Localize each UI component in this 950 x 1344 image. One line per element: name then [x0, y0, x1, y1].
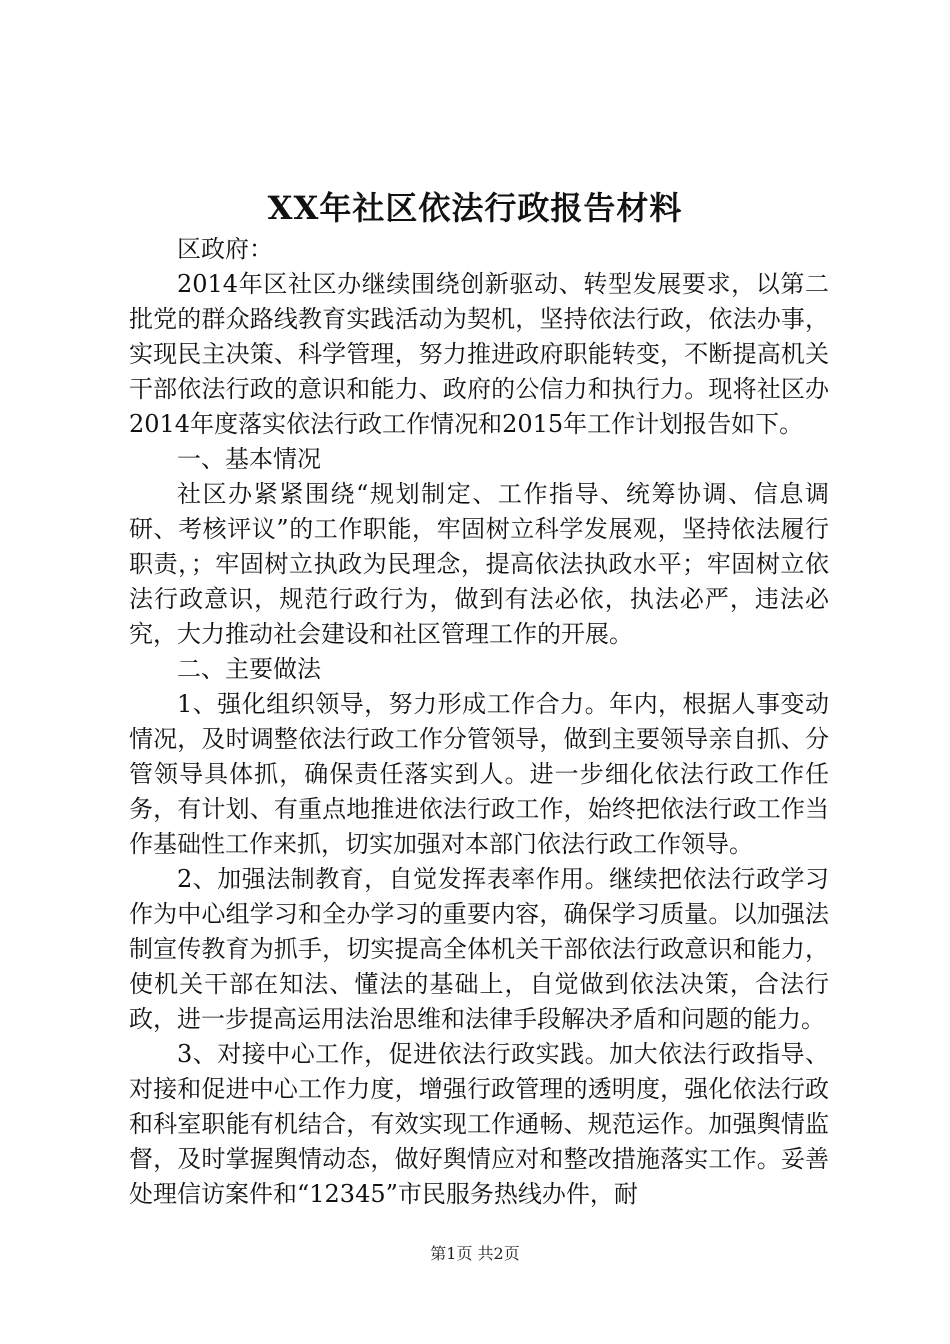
section-heading-methods: 二、主要做法 [177, 655, 321, 683]
method-paragraph-2: 2、加强法制教育，自觉发挥表率作用。继续把依法行政学习作为中心组学习和全办学习的重要内容，确保学习质量。以加强法制宣传教育为抓手，切实提高全体机关干部依法行政意识和能力，使机关干部在知法、懂法的基础上，自觉做到依法决策，合法行政，进一步提高运用法治思维和法律手段解决矛盾和问题的能力。 [129, 865, 829, 1033]
salutation: 区政府： [177, 235, 273, 263]
basic-paragraph: 社区办紧紧围绕“规划制定、工作指导、统筹协调、信息调研、考核评议”的工作职能，牢固树立科学发展观，坚持依法履行职责，；牢固树立执政为民理念，提高依法执政水平；牢固树立依法行政意识，规范行政行为，做到有法必依，执法必严，违法必究，大力推动社会建设和社区管理工作的开展。 [129, 480, 829, 648]
method-paragraph-3: 3、对接中心工作，促进依法行政实践。加大依法行政指导、对接和促进中心工作力度，增强行政管理的透明度，强化依法行政和科室职能有机结合，有效实现工作通畅、规范运作。加强舆情监督，及时掌握舆情动态，做好舆情应对和整改措施落实工作。妥善处理信访案件和“12345”市民服务热线办件，耐 [129, 1040, 829, 1208]
document-body [129, 232, 829, 1212]
document-title: XX年社区依法行政报告材料 [267, 189, 683, 227]
method-paragraph-1: 1、强化组织领导，努力形成工作合力。年内，根据人事变动情况，及时调整依法行政工作分管领导，做到主要领导亲自抓、分管领导具体抓，确保责任落实到人。进一步细化依法行政工作任务，有计划、有重点地推进依法行政工作，始终把依法行政工作当作基础性工作来抓，切实加强对本部门依法行政工作领导。 [129, 690, 829, 858]
intro-paragraph: 2014年区社区办继续围绕创新驱动、转型发展要求，以第二批党的群众路线教育实践活动为契机，坚持依法行政，依法办事，实现民主决策、科学管理，努力推进政府职能转变，不断提高机关干部依法行政的意识和能力、政府的公信力和执行力。现将社区办2014年度落实依法行政工作情况和2015年工作计划报告如下。 [129, 270, 829, 438]
page-number-footer: 第1页 共2页 [430, 1244, 520, 1263]
section-heading-basic: 一、基本情况 [177, 445, 321, 473]
